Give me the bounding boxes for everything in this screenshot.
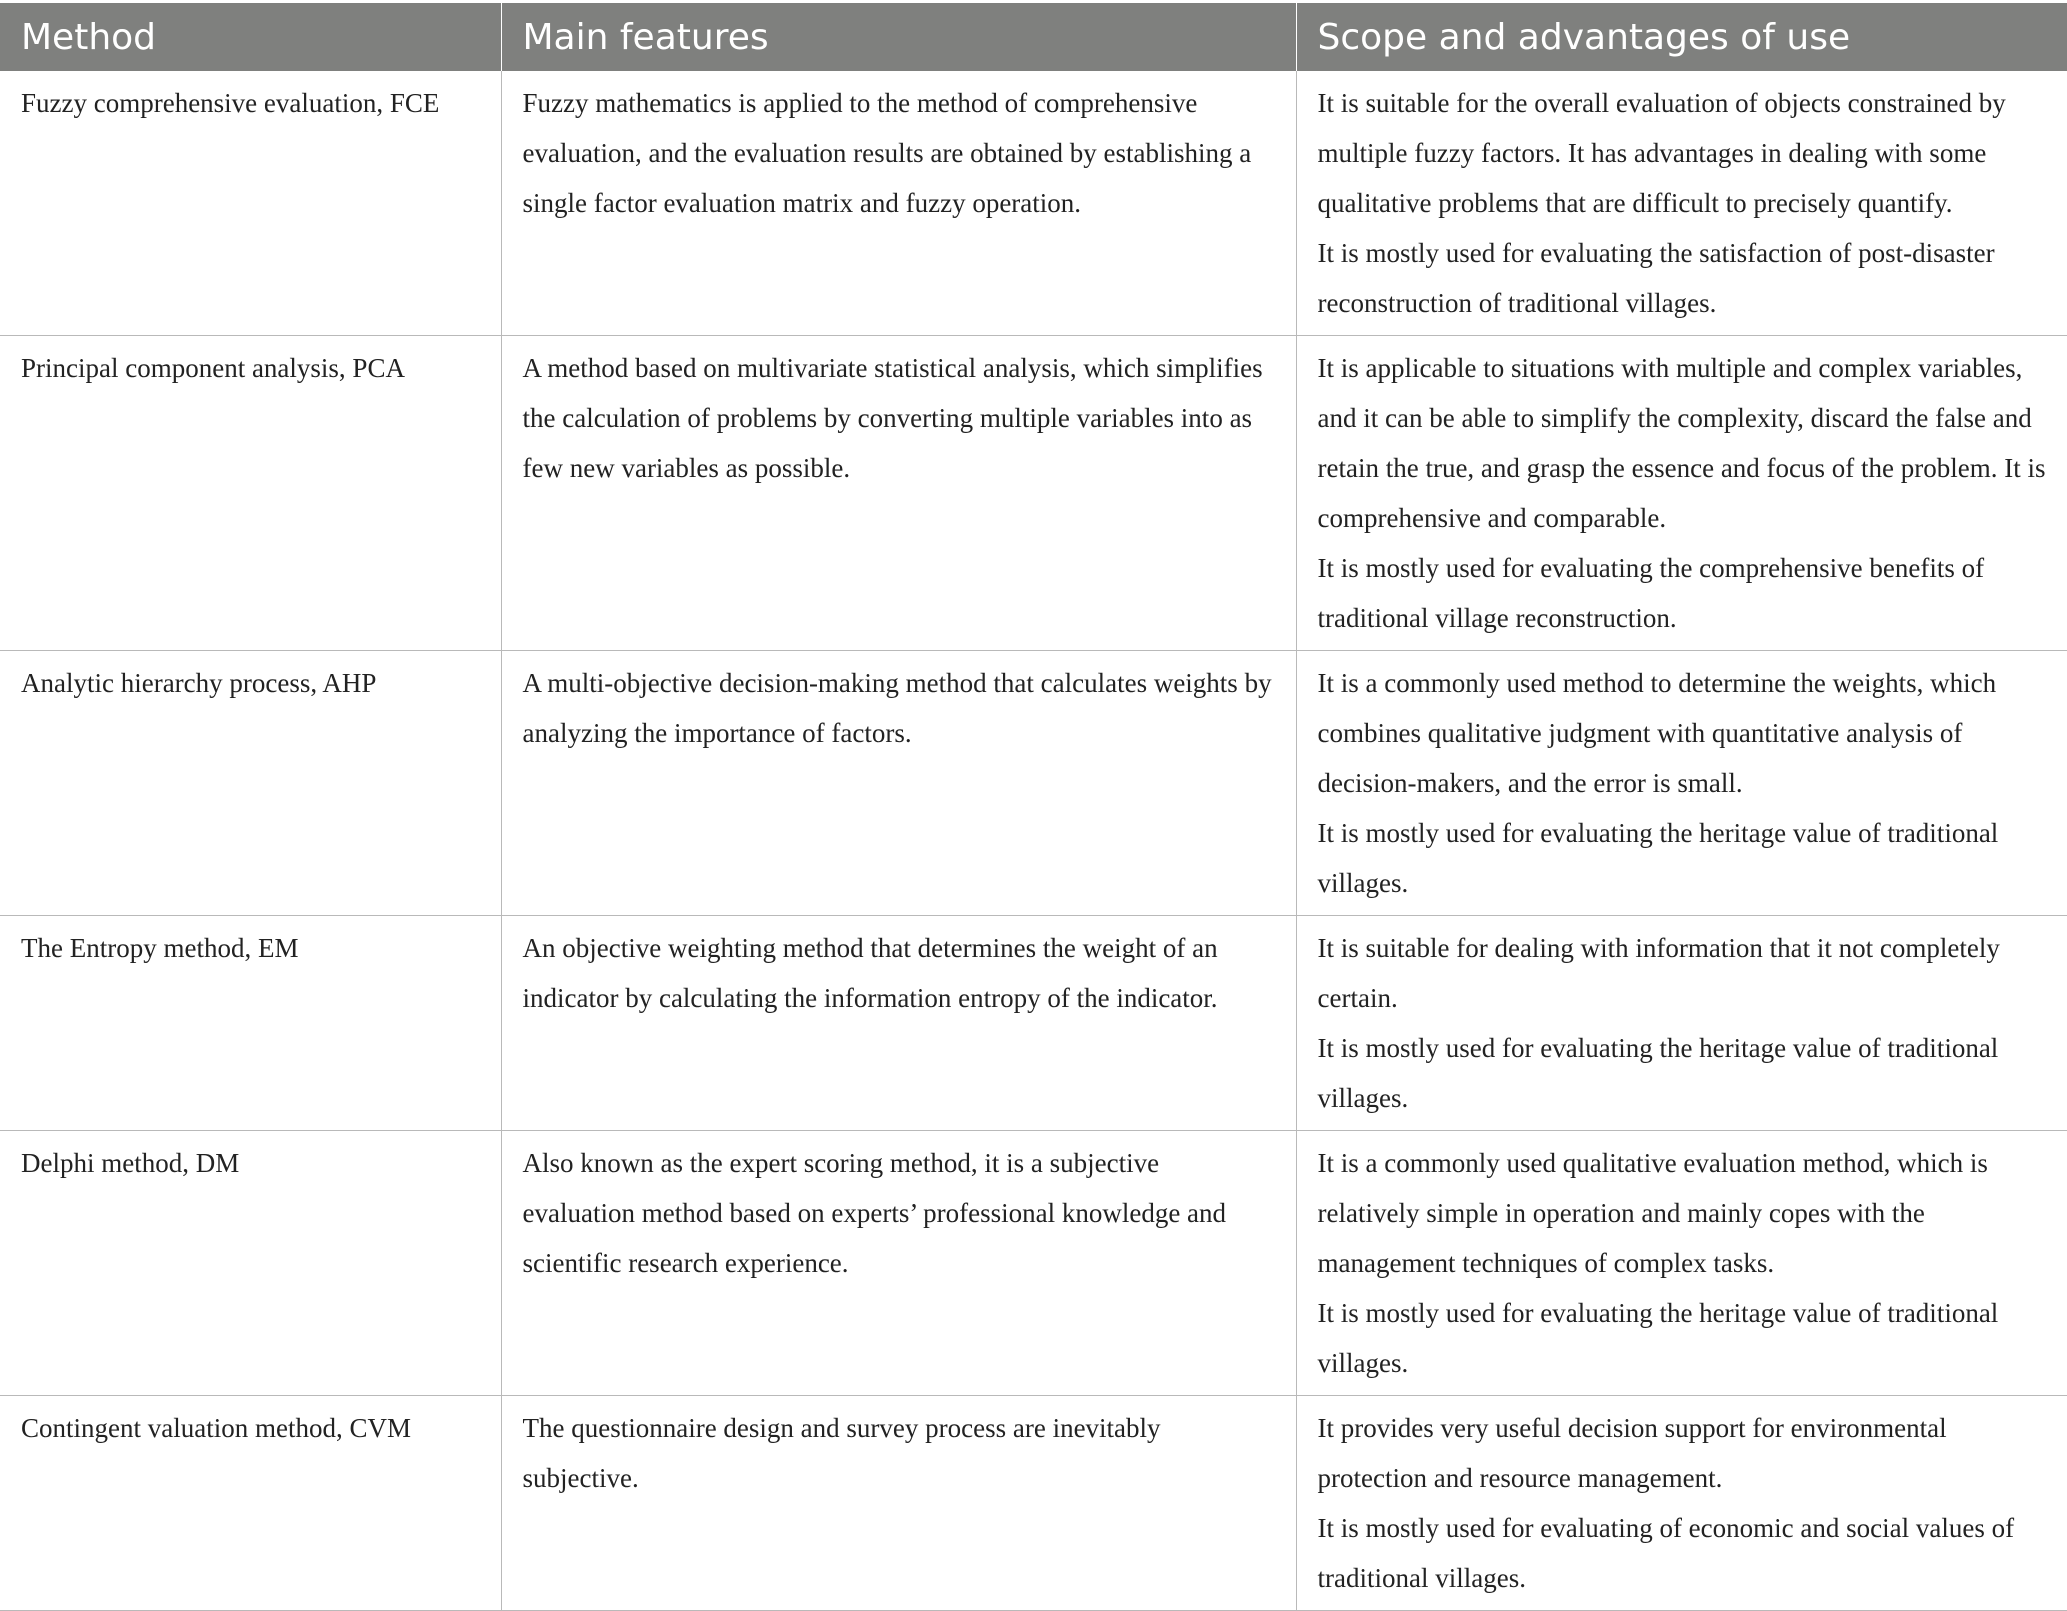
method-cell: Principal component analysis, PCA: [0, 336, 501, 651]
method-cell: Analytic hierarchy process, AHP: [0, 651, 501, 916]
method-cell: Fuzzy comprehensive evaluation, FCE: [0, 71, 501, 336]
methods-table: [0, 3, 2067, 1611]
scope-paragraph: It is mostly used for evaluating of economic and social values of traditional villages.: [1317, 1513, 2015, 1593]
table-row: [0, 71, 2067, 336]
features-cell: A method based on multivariate statistical analysis, which simplifies the calculation of problems by converting multiple variables into as few new variables as possible.: [501, 336, 1296, 651]
scope-paragraph: It is suitable for dealing with information that it not completely certain.: [1317, 933, 2000, 1013]
features-cell: Fuzzy mathematics is applied to the method of comprehensive evaluation, and the evaluation results are obtained by establishing a single factor evaluation matrix and fuzzy operation.: [501, 71, 1296, 336]
scope-paragraph: It is a commonly used qualitative evaluation method, which is relatively simple in operation and mainly copes with the management techniques of complex tasks.: [1317, 1148, 1988, 1278]
table-header: [0, 3, 2067, 71]
table-body: [0, 71, 2067, 1611]
scope-paragraph: It is mostly used for evaluating the satisfaction of post-disaster reconstruction of traditional villages.: [1317, 238, 1995, 318]
header-method: Method: [0, 3, 501, 71]
scope-paragraph: It is mostly used for evaluating the heritage value of traditional villages.: [1317, 818, 1999, 898]
table-row: [0, 1131, 2067, 1396]
features-cell: A multi-objective decision-making method that calculates weights by analyzing the importance of factors.: [501, 651, 1296, 916]
scope-paragraph: It provides very useful decision support for environmental protection and resource management.: [1317, 1413, 1947, 1493]
scope-cell: [1296, 916, 2067, 1131]
header-scope-advantages: Scope and advantages of use: [1296, 3, 2067, 71]
scope-paragraph: It is mostly used for evaluating the heritage value of traditional villages.: [1317, 1298, 1999, 1378]
table-row: [0, 336, 2067, 651]
scope-cell: [1296, 1131, 2067, 1396]
method-cell: Contingent valuation method, CVM: [0, 1396, 501, 1611]
table-row: [0, 651, 2067, 916]
table-row: [0, 916, 2067, 1131]
scope-cell: [1296, 1396, 2067, 1611]
features-cell: The questionnaire design and survey process are inevitably subjective.: [501, 1396, 1296, 1611]
scope-paragraph: It is a commonly used method to determine the weights, which combines qualitative judgment with quantitative analysis of decision-makers, and the error is small.: [1317, 668, 1997, 798]
scope-cell: [1296, 651, 2067, 916]
scope-cell: [1296, 336, 2067, 651]
features-cell: Also known as the expert scoring method, it is a subjective evaluation method based on experts’ professional knowledge and scientific research experience.: [501, 1131, 1296, 1396]
scope-paragraph: It is mostly used for evaluating the comprehensive benefits of traditional village reconstruction.: [1317, 553, 1985, 633]
scope-paragraph: It is suitable for the overall evaluation of objects constrained by multiple fuzzy factors. It has advantages in dealing with some qualitative problems that are difficult to precisely quantify.: [1317, 88, 2006, 218]
scope-cell: [1296, 71, 2067, 336]
table-row: [0, 1396, 2067, 1611]
header-row: [0, 3, 2067, 71]
method-cell: Delphi method, DM: [0, 1131, 501, 1396]
scope-paragraph: It is applicable to situations with multiple and complex variables, and it can be able to simplify the complexity, discard the false and retain the true, and grasp the essence and focus of the problem. It is comprehensive and comparable.: [1317, 353, 2046, 533]
header-main-features: Main features: [501, 3, 1296, 71]
scope-paragraph: It is mostly used for evaluating the heritage value of traditional villages.: [1317, 1033, 1999, 1113]
features-cell: An objective weighting method that determines the weight of an indicator by calculating the information entropy of the indicator.: [501, 916, 1296, 1131]
method-cell: The Entropy method, EM: [0, 916, 501, 1131]
